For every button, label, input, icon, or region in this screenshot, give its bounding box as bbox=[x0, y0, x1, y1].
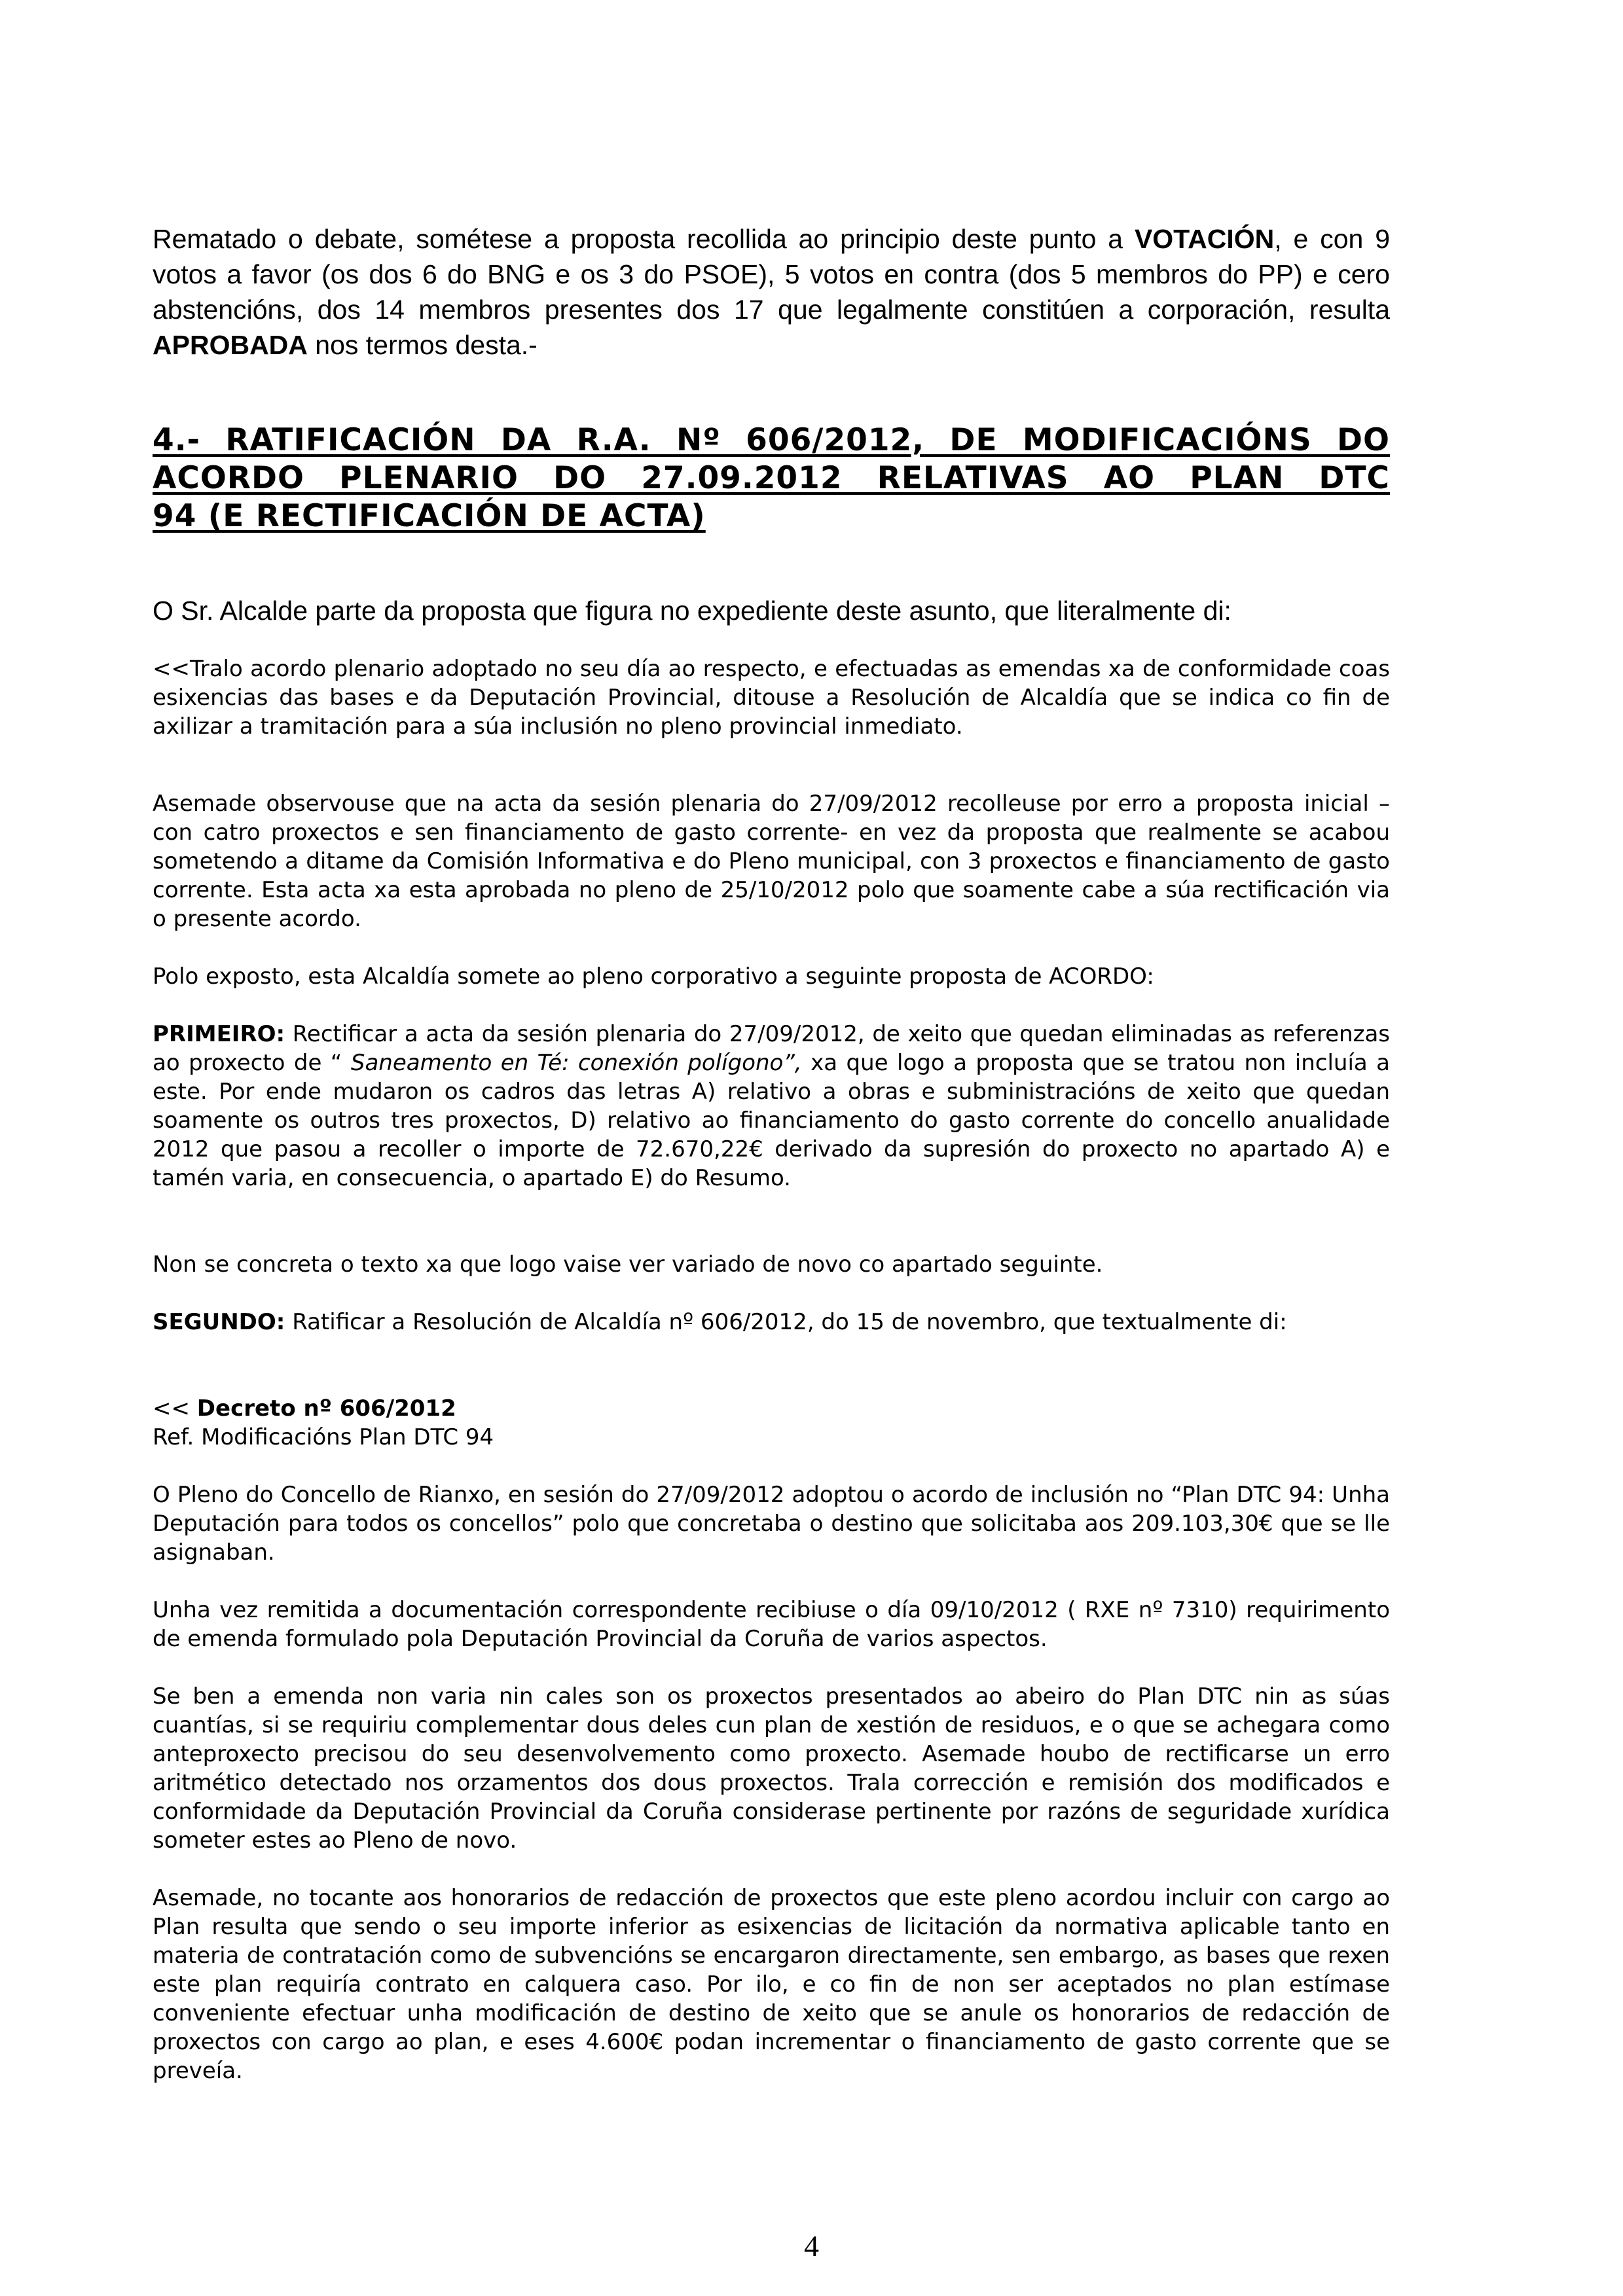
paragraph-se-ben bbox=[153, 1682, 1390, 1855]
paragraph-text: <<Tralo acordo plenario adoptado no seu día ao respecto, e efectuadas as emendas xa de conformidade coas esixencias das bases e da Deputación Provincial, ditouse a Resolución de Alcaldía que se indica co fin de axilizar a tramitación para a súa inclusión no pleno provincial inmediato. bbox=[153, 656, 1390, 740]
primeiro-text-1: Rectificar a acta da sesión plenaria do 27/09/2012, de xeito que quedan eliminadas as referenzas ao proxecto de “ bbox=[153, 1021, 1390, 1076]
section-heading bbox=[153, 422, 1390, 535]
paragraph-segundo bbox=[153, 1308, 1390, 1336]
intro-text-1: Rematado o debate, sométese a proposta recollida ao principio deste punto a bbox=[153, 224, 1135, 254]
paragraph-polo-exposto bbox=[153, 962, 1390, 991]
paragraph-text: O Pleno do Concello de Rianxo, en sesión do 27/09/2012 adoptou o acordo de inclusión no “Plan DTC 94: Unha Deputación para todos os concellos” polo que concretaba o destino que solicitaba aos 209.103,30€ que se lle asignaban. bbox=[153, 1482, 1390, 1566]
paragraph-text: Se ben a emenda non varia nin cales son os proxectos presentados ao abeiro do Plan DTC nin as súas cuantías, si se requiriu complementar dous deles cun plan de xestión de residuos, e o que se achegara como anteproxecto precisou do seu desenvolvemento como proxecto. Asemade houbo de rectificarse un erro aritmético detectado nos orzamentos dos dous proxectos. Trala corrección e remisión dos modificados e conformidade da Deputación Provincial da Coruña considerase pertinente por razóns de seguridade xurídica someter estes ao Pleno de novo. bbox=[153, 1683, 1390, 1854]
intro-text-3: nos termos desta.- bbox=[307, 330, 538, 360]
paragraph-unha-vez bbox=[153, 1596, 1390, 1653]
intro-text-2: , e con 9 votos a favor (os dos 6 do BNG e os 3 do PSOE), 5 votos en contra (dos 5 membros do PP) e cero abstencións, dos 14 membros presentes dos 17 que legalmente constitúen a corporación, resulta bbox=[153, 224, 1390, 325]
alcalde-intro-paragraph bbox=[153, 593, 1390, 628]
decreto-title: Decreto nº 606/2012 bbox=[196, 1395, 456, 1422]
votacion-label: VOTACIÓN bbox=[1134, 224, 1275, 254]
alcalde-intro-text: O Sr. Alcalde parte da proposta que figura no expediente deste asunto, que literalmente di: bbox=[153, 596, 1231, 626]
primeiro-text bbox=[153, 1020, 1390, 1193]
paragraph-text: Polo exposto, esta Alcaldía somete ao pleno corporativo a seguinte proposta de ACORDO: bbox=[153, 963, 1154, 990]
paragraph-asemade-acta bbox=[153, 789, 1390, 933]
paragraph-tralo-acordo bbox=[153, 655, 1390, 741]
decreto-ref: Ref. Modificacións Plan DTC 94 bbox=[153, 1424, 494, 1450]
paragraph-non-se-concreta bbox=[153, 1250, 1390, 1279]
paragraph-text: Unha vez remitida a documentación correspondente recibiuse o día 09/10/2012 ( RXE nº 7310) requirimento de emenda formulado pola Deputación Provincial da Coruña de varios aspectos. bbox=[153, 1597, 1390, 1652]
paragraph-primeiro bbox=[153, 1020, 1390, 1193]
paragraph-text: Asemade observouse que na acta da sesión plenaria do 27/09/2012 recolleuse por erro a proposta inicial – con catro proxectos e sen financiamento de gasto corrente- en vez da proposta que realmente se acabou sometendo a ditame da Comisión Informativa e do Pleno municipal, con 3 proxectos e financiamento de gasto corrente. Esta acta xa esta aprobada no pleno de 25/10/2012 polo que soamente cabe a súa rectificación via o presente acordo. bbox=[153, 791, 1390, 932]
decreto-title-line bbox=[153, 1394, 1390, 1423]
heading-line-1: 4.- RATIFICACIÓN DA R.A. Nº 606/2012, DE MODIFICACIÓNS DO bbox=[153, 422, 1390, 458]
decreto-header bbox=[153, 1394, 1390, 1452]
section-heading-text bbox=[153, 422, 1390, 535]
aprobada-label: APROBADA bbox=[153, 330, 308, 360]
segundo-label: SEGUNDO: bbox=[153, 1309, 285, 1335]
heading-line-2: ACORDO PLENARIO DO 27.09.2012 RELATIVAS AO PLAN DTC bbox=[153, 460, 1390, 496]
paragraph-text: Asemade, no tocante aos honorarios de redacción de proxectos que este pleno acordou incluir con cargo ao Plan resulta que sendo o seu importe inferior as esixencias de licitación da normativa aplicable tanto en materia de contratación como de subvencións se encargaron directamente, sen embargo, as bases que rexen este plan requiría contrato en calquera caso. Por ilo, e co fin de non ser aceptados no plan estímase conveniente efectuar unha modificación de destino de xeito que se anule os honorarios de redacción de proxectos con cargo ao plan, e eses 4.600€ podan incrementar o financiamento de gasto corrente que se preveía. bbox=[153, 1885, 1390, 2084]
heading-line-3: 94 (E RECTIFICACIÓN DE ACTA) bbox=[153, 498, 706, 534]
paragraph-text: Non se concreta o texto xa que logo vaise ver variado de novo co apartado seguinte. bbox=[153, 1251, 1103, 1278]
segundo-body: Ratificar a Resolución de Alcaldía nº 606/2012, do 15 de novembro, que textualmente di: bbox=[285, 1309, 1287, 1335]
primeiro-text-2: xa que logo a proposta que se tratou non incluía a este. Por ende mudaron os cadros das letras A) relativo a obras e subministracións de xeito que quedan soamente os outros tres proxectos, D) relativo ao financiamento do gasto corrente do concello anualidade 2012 que pasou a recoller o importe de 72.670,22€ derivado da supresión do proxecto no apartado A) e tamén varia, en consecuencia, o apartado E) do Resumo. bbox=[153, 1050, 1390, 1191]
voting-result-text bbox=[153, 221, 1390, 363]
page-number: 4 bbox=[804, 2229, 819, 2263]
voting-result-paragraph bbox=[153, 221, 1390, 363]
segundo-text bbox=[153, 1308, 1390, 1336]
paragraph-pleno-rianxo bbox=[153, 1480, 1390, 1567]
primeiro-project-name: Saneamento en Té: conexión polígono”, bbox=[350, 1050, 802, 1076]
paragraph-honorarios bbox=[153, 1884, 1390, 2085]
decreto-prefix: << bbox=[153, 1395, 197, 1422]
primeiro-label: PRIMEIRO: bbox=[153, 1021, 285, 1047]
